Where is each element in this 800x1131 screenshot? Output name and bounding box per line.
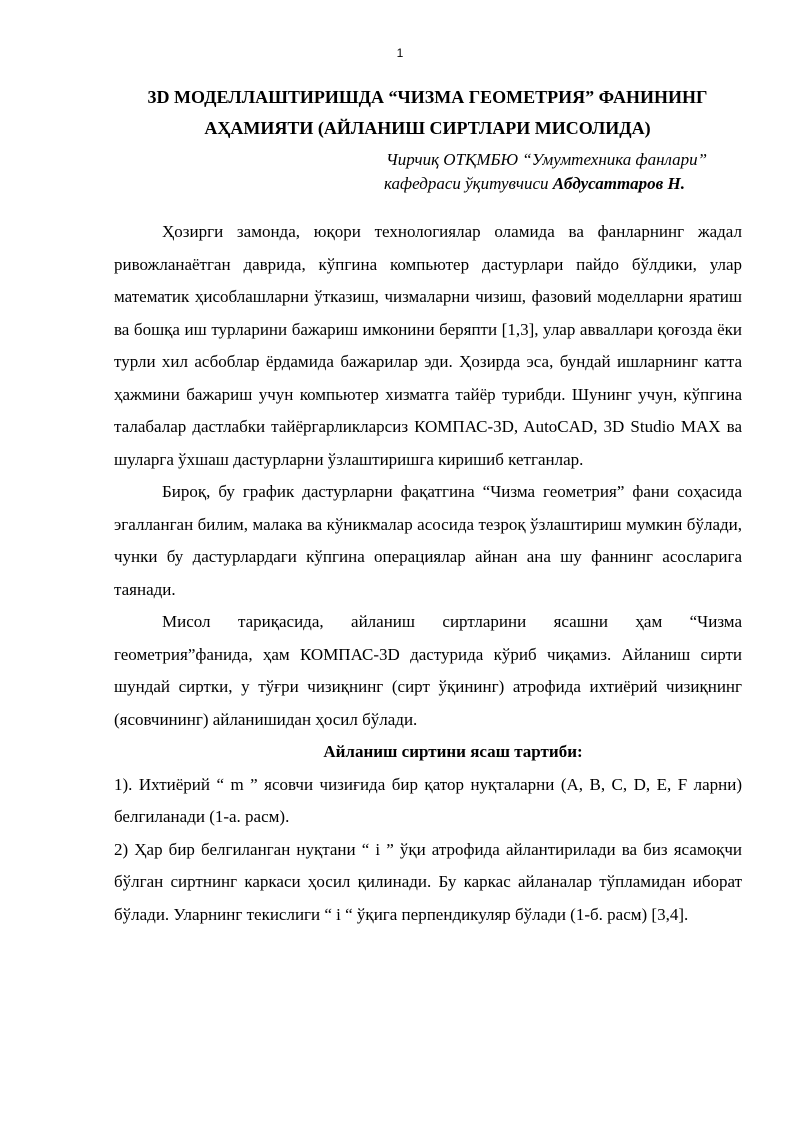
- step-item: 2) Ҳар бир белгиланган нуқтани “ i ” ўқи атрофида айлантирилади ва биз ясамоқчи бўлган сиртнинг каркаси ҳосил қилинади. Бу каркас айланалар тўпламидан иборат бўлади. Уларнинг текислиги “ i “ ўқига перпендикуляр бўлади (1-б. расм) [3,4].: [114, 839, 742, 924]
- document-body: [114, 216, 742, 931]
- title-line-1: 3D МОДЕЛЛАШТИРИШДА “ЧИЗМА ГЕОМЕТРИЯ” ФАНИНИНГ: [147, 87, 708, 107]
- section-heading: Айланиш сиртини ясаш тартиби:: [323, 742, 583, 761]
- title-line-2: АҲАМИЯТИ (АЙЛАНИШ СИРТЛАРИ МИСОЛИДА): [204, 118, 651, 138]
- document-title: [100, 82, 755, 144]
- paragraph: Ҳозирги замонда, юқори технологиялар оламида ва фанларнинг жадал ривожланаётган даврида, кўпгина компьютер дастурлари пайдо бўлдики, улар математик ҳисоблашларни ўтказиш, чизмаларни чизиш, фазовий моделларни яратиш ва бошқа иш турларини бажариш имконини беряпти [1,3], улар авваллари қоғозда ёки турли хил асбоблар ёрдамида бажарилар эди. Ҳозирда эса, бундай ишларнинг катта ҳажмини бажариш учун компьютер хизматга тайёр турибди. Шунинг учун, кўпгина талабалар дастлабки тайёргарликларсиз КОМПАС-3D, AutoCAD, 3D Studio MAX ва шуларга ўхшаш дастурларни ўзлаштиришга киришиб кетганлар.: [114, 222, 742, 469]
- author-name: Абдусаттаров Н.: [552, 174, 685, 193]
- page-number: 1: [396, 46, 404, 60]
- affiliation-line-1: Чирчиқ ОТҚМБЮ “Умумтехника фанлари”: [386, 150, 708, 169]
- paragraph: Бироқ, бу график дастурларни фақатгина “Чизма геометрия” фани соҳасида эгалланган билим, малака ва кўникмалар асосида тезроқ ўзлаштириш мумкин бўлади, чунки бу дастурлардаги кўпгина операциялар айнан ана шу фаннинг асосларига таянади.: [114, 482, 742, 599]
- author-affiliation: [384, 148, 764, 196]
- paragraph: Мисол тариқасида, айланиш сиртларини ясашни ҳам “Чизма геометрия”фанида, ҳам КОМПАС-3D дастурида кўриб чиқамиз. Айланиш сирти шундай сиртки, у тўғри чизиқнинг (сирт ўқининг) атрофида ихтиёрий чизиқнинг (ясовчининг) айланишидан ҳосил бўлади.: [114, 612, 742, 729]
- affiliation-line-2: [384, 172, 764, 196]
- affiliation-role: кафедраси ўқитувчиси: [384, 174, 553, 193]
- step-item: 1). Ихтиёрий “ m ” ясовчи чизиғида бир қатор нуқталарни (A, B, C, D, E, F ларни) белгиланади (1-а. расм).: [114, 774, 742, 826]
